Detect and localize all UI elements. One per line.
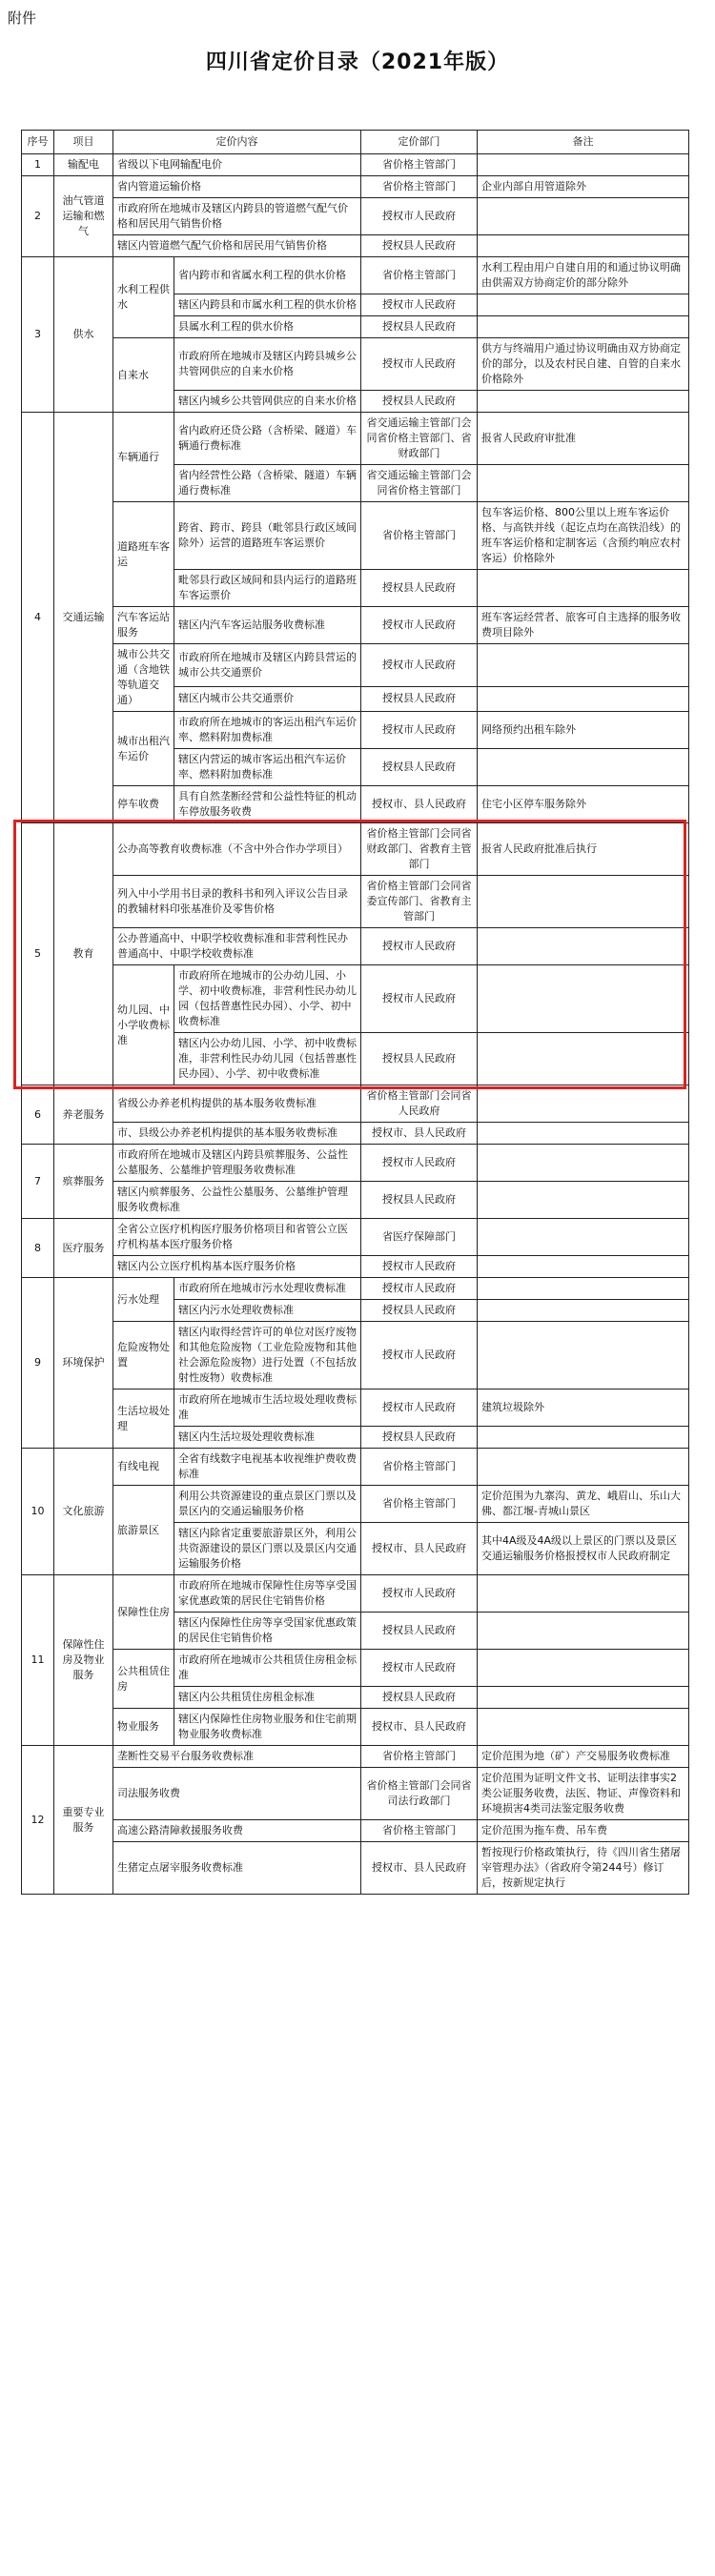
sub-item-cell: 有线电视 [113,1449,174,1486]
row-number-cell: 9 [22,1278,54,1449]
note-cell [478,316,689,338]
note-cell: 报省人民政府批准后执行 [478,823,689,876]
dept-cell: 省价格主管部门 [361,1820,478,1842]
dept-cell: 授权市人民政府 [361,644,478,687]
table-row [22,1278,689,1300]
table-row [22,1820,689,1842]
content-cell: 司法服务收费 [113,1768,361,1820]
dept-cell: 省价格主管部门会同省委宣传部门、省教育主管部门 [361,876,478,928]
note-cell [478,928,689,965]
note-cell [478,1300,689,1322]
dept-cell: 授权县人民政府 [361,1182,478,1219]
dept-cell: 授权市、县人民政府 [361,1842,478,1895]
note-cell: 建筑垃圾除外 [478,1389,689,1427]
dept-cell: 授权县人民政府 [361,749,478,786]
note-cell [478,1650,689,1687]
table-row [22,154,689,176]
dept-cell: 授权市人民政府 [361,965,478,1033]
sub-item-cell: 保障性住房 [113,1575,174,1650]
table-row [22,1145,689,1182]
dept-cell: 授权市人民政府 [361,198,478,235]
content-cell: 跨省、跨市、跨县（毗邻县行政区域间除外）运营的道路班车客运票价 [174,502,361,570]
note-cell [478,876,689,928]
content-cell: 市政府所在地城市的客运出租汽车运价率、燃料附加费标准 [174,712,361,749]
content-cell: 市政府所在地城市及辖区内跨县城乡公共管网供应的自来水价格 [174,338,361,391]
content-cell: 辖区内汽车客运站服务收费标准 [174,607,361,644]
dept-cell: 授权市、县人民政府 [361,786,478,823]
table-row [22,413,689,465]
content-cell: 市政府所在地城市及辖区内跨县的管道燃气配气价格和居民用气销售价格 [113,198,361,235]
note-cell: 报省人民政府审批准 [478,413,689,465]
sub-item-cell: 城市公共交通（含地铁等轨道交通） [113,644,174,712]
table-row [22,607,689,644]
dept-cell: 授权市人民政府 [361,607,478,644]
sub-item-cell: 自来水 [113,338,174,413]
header-cell-content: 定价内容 [113,131,361,154]
note-cell [478,570,689,607]
note-cell: 网络预约出租车除外 [478,712,689,749]
dept-cell: 授权市、县人民政府 [361,1523,478,1575]
content-cell: 省内管道运输价格 [113,176,361,198]
table-row [22,1256,689,1278]
dept-cell: 授权县人民政府 [361,570,478,607]
item-name-cell: 油气管道运输和燃气 [54,176,113,257]
note-cell [478,1278,689,1300]
content-cell: 省级以下电网输配电价 [113,154,361,176]
content-cell: 辖区内生活垃圾处理收费标准 [174,1427,361,1449]
note-cell: 水利工程由用户自建自用的和通过协议明确由供需双方协商定价的部分除外 [478,257,689,294]
dept-cell: 省价格主管部门会同省财政部门、省教育主管部门 [361,823,478,876]
dept-cell: 授权县人民政府 [361,1687,478,1709]
table-row [22,502,689,570]
header-cell-no: 序号 [22,131,54,154]
table-row [22,176,689,198]
dept-cell: 授权市人民政府 [361,294,478,316]
table-row [22,1650,689,1687]
content-cell: 辖区内跨县和市属水利工程的供水价格 [174,294,361,316]
content-cell: 辖区内保障性住房等享受国家优惠政策的居民住宅销售价格 [174,1613,361,1650]
note-cell: 供方与终端用户通过协议明确由双方协商定价的部分，以及农村民自建、自管的自来水价格除外 [478,338,689,391]
sub-item-cell: 危险废物处置 [113,1322,174,1389]
note-cell [478,686,689,711]
dept-cell: 授权市人民政府 [361,1278,478,1300]
header-cell-item: 项目 [54,131,113,154]
dept-cell: 授权市人民政府 [361,1256,478,1278]
dept-cell: 授权县人民政府 [361,1613,478,1650]
content-cell: 辖区内取得经营许可的单位对医疗废物和其他危险废物（工业危险废物和其他社会源危险废物）进行处置（不包括放射性废物）收费标准 [174,1322,361,1389]
content-cell: 市政府所在地城市生活垃圾处理收费标准 [174,1389,361,1427]
note-cell: 包车客运价格、800公里以上班车客运价格、与高铁并线（起讫点均在高铁沿线）的班车客运价格和定制客运（含预约响应农村客运）价格除外 [478,502,689,570]
dept-cell: 授权县人民政府 [361,235,478,257]
content-cell: 具有自然垄断经营和公益性特征的机动车停放服务收费 [174,786,361,823]
item-name-cell: 重要专业服务 [54,1746,113,1895]
note-cell [478,1033,689,1085]
note-cell [478,1427,689,1449]
table-row [22,928,689,965]
note-cell [478,1613,689,1650]
note-cell: 企业内部自用管道除外 [478,176,689,198]
note-cell [478,965,689,1033]
sub-item-cell: 城市出租汽车运价 [113,712,174,786]
item-name-cell: 医疗服务 [54,1219,113,1278]
content-cell: 公办高等教育收费标准（不含中外合作办学项目） [113,823,361,876]
row-number-cell: 1 [22,154,54,176]
content-cell: 辖区内城市公共交通票价 [174,686,361,711]
note-cell [478,644,689,687]
dept-cell: 省价格主管部门 [361,257,478,294]
note-cell: 其中4A级及4A级以上景区的门票以及景区交通运输服务价格报授权市人民政府制定 [478,1523,689,1575]
content-cell: 省级公办养老机构提供的基本服务收费标准 [113,1085,361,1123]
content-cell: 辖区内城乡公共管网供应的自来水价格 [174,391,361,413]
note-cell [478,235,689,257]
header-cell-note: 备注 [478,131,689,154]
item-name-cell: 供水 [54,257,113,413]
note-cell [478,1182,689,1219]
dept-cell: 授权市人民政府 [361,1650,478,1687]
note-cell [478,1322,689,1389]
table-row [22,1709,689,1746]
row-number-cell: 2 [22,176,54,257]
item-name-cell: 输配电 [54,154,113,176]
dept-cell: 省交通运输主管部门会同省价格主管部门 [361,465,478,502]
item-name-cell: 养老服务 [54,1085,113,1145]
row-number-cell: 8 [22,1219,54,1278]
table-row [22,1768,689,1820]
content-cell: 生猪定点屠宰服务收费标准 [113,1842,361,1895]
note-cell [478,1085,689,1123]
content-cell: 省内政府还贷公路（含桥梁、隧道）车辆通行费标准 [174,413,361,465]
content-cell: 市政府所在地城市及辖区内跨县殡葬服务、公益性公墓服务、公墓维护管理服务收费标准 [113,1145,361,1182]
item-name-cell: 交通运输 [54,413,113,823]
dept-cell: 省价格主管部门 [361,1746,478,1768]
note-cell: 定价范围为证明文件文书、证明法律事实2类公证服务收费，法医、物证、声像资料和环境损害4类司法鉴定服务收费 [478,1768,689,1820]
sub-item-cell: 汽车客运站服务 [113,607,174,644]
note-cell: 暂按现行价格政策执行，待《四川省生猪屠宰管理办法》（省政府令第244号）修订后，按新规定执行 [478,1842,689,1895]
content-cell: 辖区内殡葬服务、公益性公墓服务、公墓维护管理服务收费标准 [113,1182,361,1219]
table-row [22,235,689,257]
table-row [22,1219,689,1256]
item-name-cell: 文化旅游 [54,1449,113,1575]
dept-cell: 授权市、县人民政府 [361,1123,478,1145]
dept-cell: 授权市、县人民政府 [361,1709,478,1746]
sub-item-cell: 车辆通行 [113,413,174,502]
content-cell: 市政府所在地城市保障性住房等享受国家优惠政策的居民住宅销售价格 [174,1575,361,1613]
table-row [22,712,689,749]
note-cell: 定价范围为拖车费、吊车费 [478,1820,689,1842]
dept-cell: 省价格主管部门 [361,1449,478,1486]
page-title: 四川省定价目录（2021年版） [205,51,510,74]
table-row [22,338,689,391]
dept-cell: 授权市人民政府 [361,1322,478,1389]
content-cell: 省内跨市和省属水利工程的供水价格 [174,257,361,294]
content-cell: 全省有线数字电视基本收视维护费收费标准 [174,1449,361,1486]
dept-cell: 授权县人民政府 [361,1300,478,1322]
table-row [22,1389,689,1427]
content-cell: 列入中小学用书目录的教科书和列入评议公告目录的教辅材料印张基准价及零售价格 [113,876,361,928]
dept-cell: 授权市人民政府 [361,1145,478,1182]
note-cell [478,1219,689,1256]
dept-cell: 授权市人民政府 [361,1575,478,1613]
row-number-cell: 10 [22,1449,54,1575]
sub-item-cell: 公共租赁住房 [113,1650,174,1709]
content-cell: 公办普通高中、中职学校收费标准和非营利性民办普通高中、中职学校收费标准 [113,928,361,965]
content-cell: 市政府所在地城市污水处理收费标准 [174,1278,361,1300]
item-name-cell: 教育 [54,823,113,1085]
table-row [22,198,689,235]
content-cell: 辖区内保障性住房物业服务和住宅前期物业服务收费标准 [174,1709,361,1746]
content-cell: 辖区内营运的城市客运出租汽车运价率、燃料附加费标准 [174,749,361,786]
dept-cell: 授权县人民政府 [361,1427,478,1449]
dept-cell: 省价格主管部门会同省司法行政部门 [361,1768,478,1820]
content-cell: 辖区内公共租赁住房租金标准 [174,1687,361,1709]
note-cell [478,294,689,316]
note-cell [478,749,689,786]
table-row [22,1322,689,1389]
content-cell: 垄断性交易平台服务收费标准 [113,1746,361,1768]
note-cell [478,1449,689,1486]
table-row [22,257,689,294]
row-number-cell: 6 [22,1085,54,1145]
content-cell: 辖区内污水处理收费标准 [174,1300,361,1322]
note-cell [478,465,689,502]
item-name-cell: 殡葬服务 [54,1145,113,1219]
note-cell [478,1709,689,1746]
note-cell [478,154,689,176]
sub-item-cell: 停车收费 [113,786,174,823]
dept-cell: 授权市人民政府 [361,928,478,965]
dept-cell: 授权市人民政府 [361,338,478,391]
sub-item-cell: 水利工程供水 [113,257,174,338]
table-row [22,1123,689,1145]
content-cell: 市、县级公办养老机构提供的基本服务收费标准 [113,1123,361,1145]
content-cell: 辖区内除省定重要旅游景区外，利用公共资源建设的景区门票以及景区内交通运输服务价格 [174,1523,361,1575]
dept-cell: 授权市人民政府 [361,712,478,749]
table-row [22,1182,689,1219]
row-number-cell: 12 [22,1746,54,1895]
table-row [22,1449,689,1486]
sub-item-cell: 污水处理 [113,1278,174,1322]
row-number-cell: 5 [22,823,54,1085]
dept-cell: 授权县人民政府 [361,316,478,338]
table-row [22,1746,689,1768]
item-name-cell: 环境保护 [54,1278,113,1449]
table-row [22,786,689,823]
table-row [22,823,689,876]
note-cell: 住宅小区停车服务除外 [478,786,689,823]
table-row [22,1575,689,1613]
content-cell: 市政府所在地城市及辖区内跨县营运的城市公共交通票价 [174,644,361,687]
row-number-cell: 3 [22,257,54,413]
dept-cell: 省价格主管部门 [361,1486,478,1523]
note-cell [478,391,689,413]
note-cell [478,1256,689,1278]
table-row [22,965,689,1033]
content-cell: 利用公共资源建设的重点景区门票以及景区内的交通运输服务价格 [174,1486,361,1523]
content-cell: 全省公立医疗机构医疗服务价格项目和省管公立医疗机构基本医疗服务价格 [113,1219,361,1256]
dept-cell: 省交通运输主管部门会同省价格主管部门、省财政部门 [361,413,478,465]
content-cell: 辖区内管道燃气配气价格和居民用气销售价格 [113,235,361,257]
note-cell [478,1145,689,1182]
note-cell [478,198,689,235]
dept-cell: 授权县人民政府 [361,686,478,711]
table-row [22,1085,689,1123]
dept-cell: 省价格主管部门 [361,502,478,570]
table-row [22,1486,689,1523]
note-cell: 班车客运经营者、旅客可自主选择的服务收费项目除外 [478,607,689,644]
note-cell: 定价范围为地（矿）产交易服务收费标准 [478,1746,689,1768]
content-cell: 市政府所在地城市公共租赁住房租金标准 [174,1650,361,1687]
sub-item-cell: 物业服务 [113,1709,174,1746]
dept-cell: 授权市人民政府 [361,1389,478,1427]
attachment-label: 附件 [8,10,37,27]
table-row [22,1842,689,1895]
content-cell: 辖区内公立医疗机构基本医疗服务价格 [113,1256,361,1278]
content-cell: 市政府所在地城市的公办幼儿园、小学、初中收费标准，非营利性民办幼儿园（包括普惠性民办园）、小学、初中收费标准 [174,965,361,1033]
dept-cell: 授权县人民政府 [361,391,478,413]
dept-cell: 省价格主管部门 [361,176,478,198]
row-number-cell: 4 [22,413,54,823]
content-cell: 县属水利工程的供水价格 [174,316,361,338]
content-cell: 辖区内公办幼儿园、小学、初中收费标准，非营利性民办幼儿园（包括普惠性民办园）、小学、初中收费标准 [174,1033,361,1085]
sub-item-cell: 生活垃圾处理 [113,1389,174,1449]
sub-item-cell: 旅游景区 [113,1486,174,1575]
dept-cell: 省价格主管部门 [361,154,478,176]
row-number-cell: 7 [22,1145,54,1219]
dept-cell: 省医疗保障部门 [361,1219,478,1256]
note-cell: 定价范围为九寨沟、黄龙、峨眉山、乐山大佛、都江堰-青城山景区 [478,1486,689,1523]
dept-cell: 授权县人民政府 [361,1033,478,1085]
item-name-cell: 保障性住房及物业服务 [54,1575,113,1746]
note-cell [478,1575,689,1613]
note-cell [478,1687,689,1709]
content-cell: 省内经营性公路（含桥梁、隧道）车辆通行费标准 [174,465,361,502]
sub-item-cell: 幼儿园、中小学收费标准 [113,965,174,1085]
header-cell-dept: 定价部门 [361,131,478,154]
pricing-catalog-table [21,130,689,1895]
dept-cell: 省价格主管部门会同省人民政府 [361,1085,478,1123]
header-row [22,131,689,154]
sub-item-cell: 道路班车客运 [113,502,174,607]
content-cell: 毗邻县行政区域间和县内运行的道路班车客运票价 [174,570,361,607]
note-cell [478,1123,689,1145]
table-row [22,876,689,928]
table-row [22,644,689,687]
content-cell: 高速公路清障救援服务收费 [113,1820,361,1842]
row-number-cell: 11 [22,1575,54,1746]
